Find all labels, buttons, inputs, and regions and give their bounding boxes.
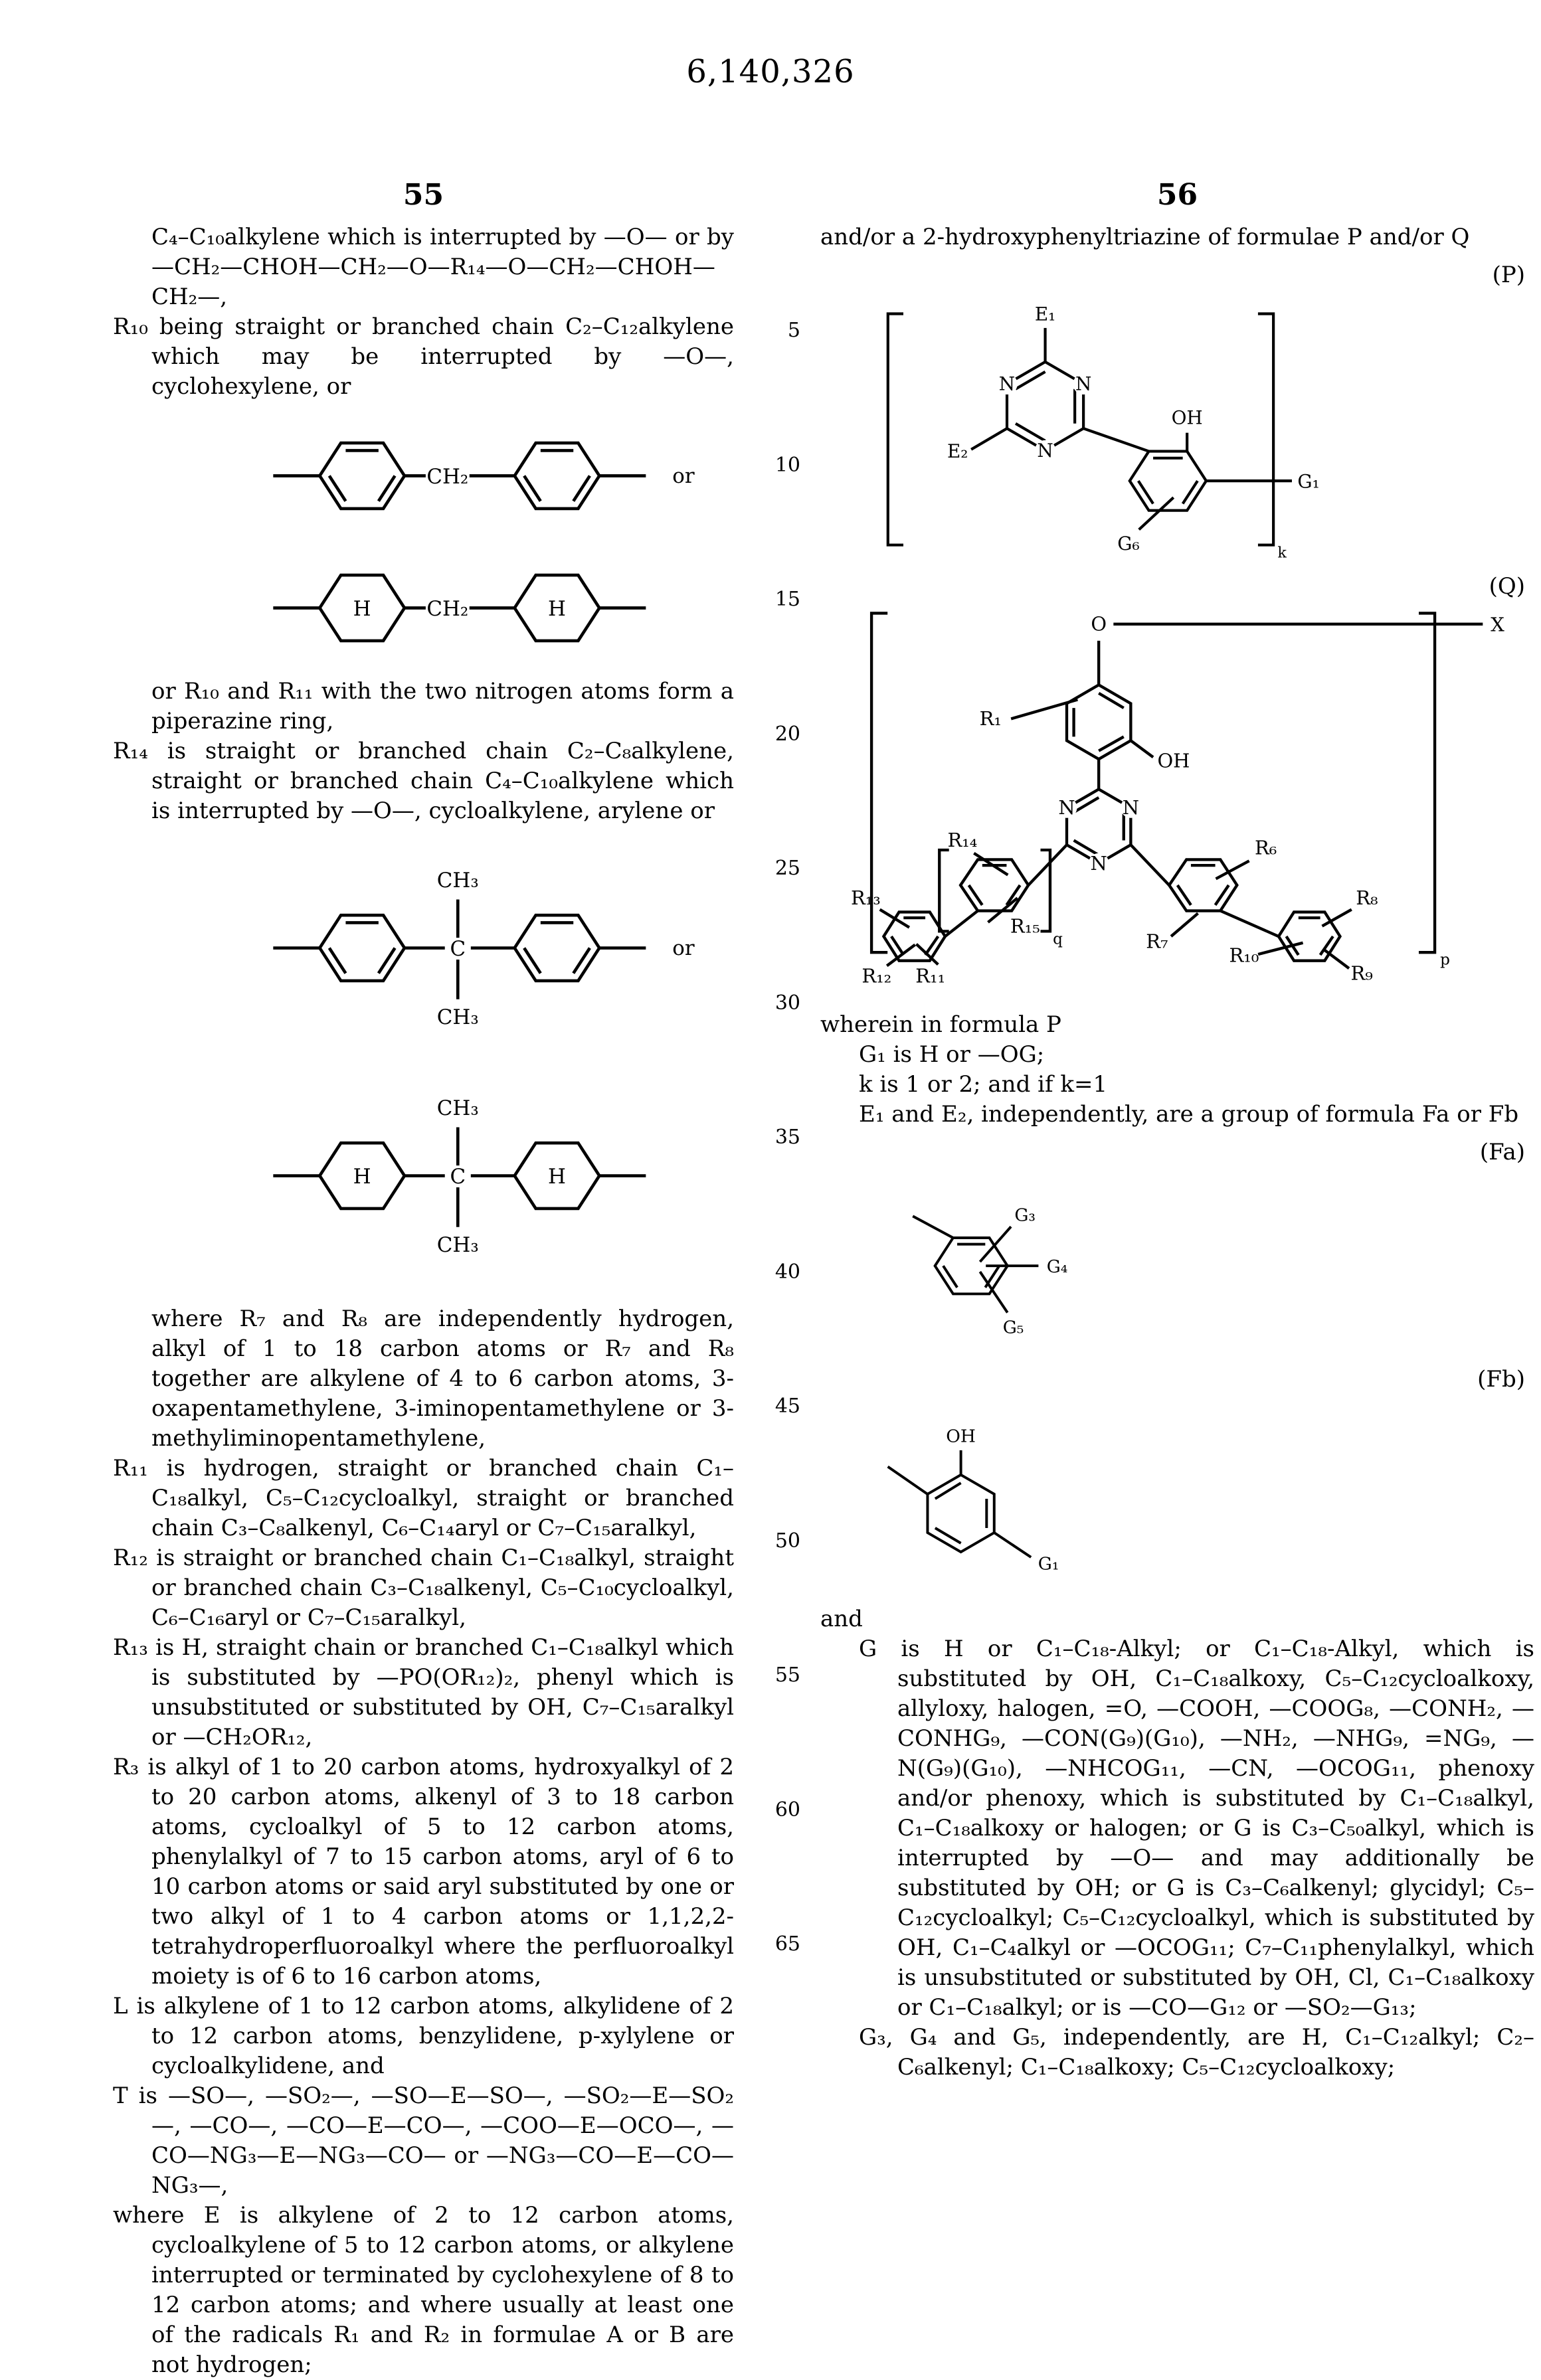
patent-number: 6,140,326 (686, 53, 855, 90)
wherein-line: E₁ and E₂, independently, are a group of formula Fa or Fb (859, 1101, 1519, 1128)
formula-p-tag: (P) (1492, 262, 1525, 288)
formula-q-tag: (Q) (1489, 572, 1525, 600)
claim-paragraph: R₁₄ is straight or branched chain C₂–C₈alkylene, straight or branched chain C₄–C₁₀alkylene which is interrupted by —O—, cycloalkylene, arylene or (113, 738, 734, 824)
column-number-right: 56 (1156, 178, 1198, 212)
hydroxyl-label: OH (1171, 406, 1203, 429)
formula-q-structure (820, 604, 1524, 997)
claim-paragraph: L is alkylene of 1 to 12 carbon atoms, alkylidene of 2 to 12 carbon atoms, benzylidene, p-xylylene or cycloalkylidene, and (113, 1993, 734, 2080)
r10-label: R₁₀ (1229, 944, 1259, 967)
r6-label: R₆ (1255, 836, 1277, 859)
c-label: C (450, 1164, 466, 1189)
h-label: H (548, 596, 566, 621)
wherein-line: G₁ is H or —OG; (859, 1041, 1045, 1068)
line-number: 10 (774, 454, 800, 477)
e2-label: E₂ (947, 440, 968, 462)
line-number: 60 (774, 1798, 800, 1822)
line-number: 65 (774, 1932, 800, 1956)
or-label: or (672, 464, 695, 488)
claim-paragraph: C₄–C₁₀alkylene which is interrupted by —O— or by —CH₂—CHOH—CH₂—O—R₁₄—O—CH₂—CHOH—CH₂—, (151, 224, 734, 310)
g4-label: G₄ (1046, 1257, 1068, 1278)
h-label: H (548, 1164, 566, 1189)
phenylene-ring-right (1169, 859, 1237, 910)
g1-label: G₁ (1297, 470, 1320, 493)
phenyl-ring-far-left (883, 912, 945, 960)
r7-label: R₇ (1146, 929, 1168, 952)
formula-fb-structure (847, 1397, 1139, 1595)
ch2-label: CH₂ (426, 464, 469, 489)
line-number: 15 (774, 588, 800, 611)
line-number: 45 (774, 1395, 800, 1418)
line-number: 25 (774, 857, 800, 880)
claim-paragraph: T is —SO—, —SO₂—, —SO—E—SO—, —SO₂—E—SO₂—, —CO—, —CO—E—CO—, —COO—E—OCO—, —CO—NG₃—E—NG₃—CO— or —NG₃—CO—E—CO—NG₃—, (113, 2082, 734, 2199)
right-column (820, 178, 1534, 2082)
claim-paragraph: where E is alkylene of 2 to 12 carbon atoms, cycloalkylene of 5 to 12 carbon atoms, or alkylene interrupted or terminated by cyclohexylene of 8 to 12 carbon atoms; and where usually at least one of the radicals R₁ and R₂ in formulae A or B are not hydrogen; (113, 2202, 734, 2379)
line-number: 20 (774, 722, 800, 746)
x-label: X (1491, 612, 1504, 636)
wherein-line: k is 1 or 2; and if k=1 (859, 1071, 1108, 1098)
nitrogen-label: N (1090, 851, 1107, 875)
inner-bracket-left (939, 850, 949, 931)
g3-label: G₃ (1014, 1205, 1036, 1226)
or-label: or (672, 936, 695, 960)
claim-paragraph: or R₁₀ and R₁₁ with the two nitrogen atoms form a piperazine ring, (151, 678, 734, 734)
claim-paragraph: R₁₂ is straight or branched chain C₁–C₁₈alkyl, straight or branched chain C₃–C₁₈alkenyl, C₅–C₁₀cycloalkyl, C₆–C₁₆aryl or C₇–C₁₅aralkyl, (113, 1545, 734, 1632)
formula-p-structure (860, 292, 1378, 564)
wherein-line: wherein in formula P (820, 1011, 1061, 1039)
nitrogen-label: N (1058, 796, 1075, 819)
nitrogen-label: N (1037, 439, 1053, 462)
phenol-ring (927, 1475, 994, 1552)
cyclohexane-ring (515, 1143, 600, 1209)
h-label: H (353, 1164, 371, 1189)
r8-label: R₈ (1356, 886, 1378, 909)
oxygen-label: O (1091, 612, 1107, 636)
r12-label: R₁₂ (861, 964, 892, 987)
claim-paragraph: R₁₀ being straight or branched chain C₂–C₁₂alkylene which may be interrupted by —O—, cyclohexylene, or (113, 313, 734, 400)
cyclohexane-ring (319, 1143, 405, 1209)
nitrogen-label: N (1075, 373, 1092, 395)
line-number: 30 (774, 991, 800, 1015)
claim-paragraph: where R₇ and R₈ are independently hydrogen, alkyl of 1 to 18 carbon atoms or R₇ and R₈ together are alkylene of 4 to 6 carbon atoms, 3-oxapentamethylene, 3-iminopentamethylene or 3-methyliminopentamethylene, (151, 1306, 734, 1452)
formula-fa-structure (860, 1169, 1152, 1357)
claim-paragraph: R₃ is alkyl of 1 to 20 carbon atoms, hydroxyalkyl of 2 to 20 carbon atoms, alkenyl of 3 to 18 carbon atoms, cycloalkyl of 5 to 12 carbon atoms, phenylalkyl of 7 to 15 carbon atoms, aryl of 6 to 10 carbon atoms or said aryl substituted by one or two alkyl of 1 to 4 carbon atoms or 1,1,2,2-tetrahydroperfluoroalkyl where the perfluoroalkyl moiety is of 6 to 16 carbon atoms, (113, 1754, 734, 1990)
intro-line: and/or a 2-hydroxyphenyltriazine of formulae P and/or Q (820, 224, 1470, 250)
left-column (113, 178, 734, 2380)
c-label: C (450, 936, 466, 961)
r13-label: R₁₃ (850, 886, 881, 909)
subscript-p: p (1440, 951, 1450, 969)
triazine-ring (996, 362, 1094, 462)
ch3-label: CH₃ (436, 1232, 479, 1257)
line-number: 40 (774, 1260, 800, 1284)
r15-label: R₁₅ (1010, 914, 1040, 937)
benzene-ring (515, 915, 600, 981)
claim-paragraph: R₁₃ is H, straight chain or branched C₁–C₁₈alkyl which is substituted by —PO(OR₁₂)₂, phenyl which is unsubstituted or substituted by OH, C₇–C₁₅aralkyl or —CH₂OR₁₂, (113, 1634, 734, 1751)
hydroxyl-label: OH (1157, 749, 1190, 772)
line-number: 5 (787, 319, 800, 342)
r9-label: R₉ (1350, 962, 1373, 985)
triazine-ring (1057, 789, 1141, 874)
hydroxyl-label: OH (946, 1426, 976, 1447)
cyclohexane-ring (515, 575, 600, 641)
benzene-ring (319, 443, 405, 509)
benzene-ring (515, 443, 600, 509)
ch3-label: CH₃ (436, 868, 479, 892)
g5-label: G₅ (1002, 1318, 1024, 1338)
line-number: 55 (774, 1663, 800, 1687)
subscript-k: k (1277, 544, 1287, 562)
h-label: H (353, 596, 371, 621)
column-number-left: 55 (403, 178, 444, 212)
ch2-label: CH₂ (426, 596, 469, 621)
claim-paragraph: G₃, G₄ and G₅, independently, are H, C₁–C₁₂alkyl; C₂–C₆alkenyl; C₁–C₁₈alkoxy; C₅–C₁₂cycloalkoxy; (859, 2023, 1534, 2081)
benzene-ring (319, 915, 405, 981)
left-bracket (888, 313, 903, 545)
line-number: 50 (774, 1529, 800, 1553)
g6-label: G₆ (1117, 533, 1140, 555)
nitrogen-label: N (1122, 796, 1140, 819)
isopropylidene-bridge-structure (242, 842, 707, 1054)
cyclohexyl-bridge-structure (242, 550, 707, 666)
e1-label: E₁ (1034, 303, 1056, 325)
cyclohexyl-isopropylidene-structure (242, 1070, 707, 1282)
subscript-q: q (1053, 930, 1063, 948)
formula-fb-tag: (Fb) (1477, 1365, 1525, 1393)
phenol-ring (1067, 685, 1131, 759)
r1-label: R₁ (979, 707, 1002, 730)
formula-fa-tag: (Fa) (1479, 1139, 1525, 1166)
ch3-label: CH₃ (436, 1005, 479, 1029)
claim-paragraph: G is H or C₁–C₁₈-Alkyl; or C₁–C₁₈-Alkyl, which is substituted by OH, C₁–C₁₈alkoxy, C₅–C₁₂cycloalkoxy, allyloxy, halogen, =O, —COOH, —COOG₈, —CONH₂, —CONHG₉, —CON(G₉)(G₁₀), —NH₂, —NHG₉, =NG₉, —N(G₉)(G₁₀), —NHCOG₁₁, —CN, —OCOG₁₁, phenoxy and/or phenoxy, which is substituted by C₁–C₁₈alkyl, C₁–C₁₈alkoxy or halogen; or G is C₃–C₅₀alkyl, which is interrupted by —O— and may additionally be substituted by OH; or G is C₃–C₆alkenyl; glycidyl; C₅–C₁₂cycloalkyl; C₅–C₁₂cycloalkyl, which is substituted by OH, C₁–C₄alkyl or —OCOG₁₁; C₇–C₁₁phenylalkyl, which is unsubstituted or substituted by OH, Cl, C₁–C₁₈alkoxy or C₁–C₁₈alkyl; or is —CO—G₁₂ or —SO₂—G₁₃; (859, 1635, 1534, 2021)
inner-bracket-right (1040, 850, 1049, 931)
claim-paragraph: R₁₁ is hydrogen, straight or branched chain C₁–C₁₈alkyl, C₅–C₁₂cycloalkyl, straight or branched chain C₃–C₈alkenyl, C₆–C₁₄aryl or C₇–C₁₅aralkyl, (113, 1455, 734, 1542)
right-bracket (1258, 313, 1273, 545)
cyclohexane-ring (319, 575, 405, 641)
nitrogen-label: N (998, 373, 1016, 395)
r14-label: R₁₄ (947, 828, 978, 851)
r11-label: R₁₁ (915, 964, 946, 987)
line-number: 35 (774, 1126, 800, 1149)
g1-label: G₁ (1038, 1554, 1059, 1574)
right-bracket (1419, 613, 1435, 952)
and-connector: and (820, 1605, 863, 1632)
benzyl-bridge-structure (242, 418, 707, 534)
ch3-label: CH₃ (436, 1096, 479, 1121)
